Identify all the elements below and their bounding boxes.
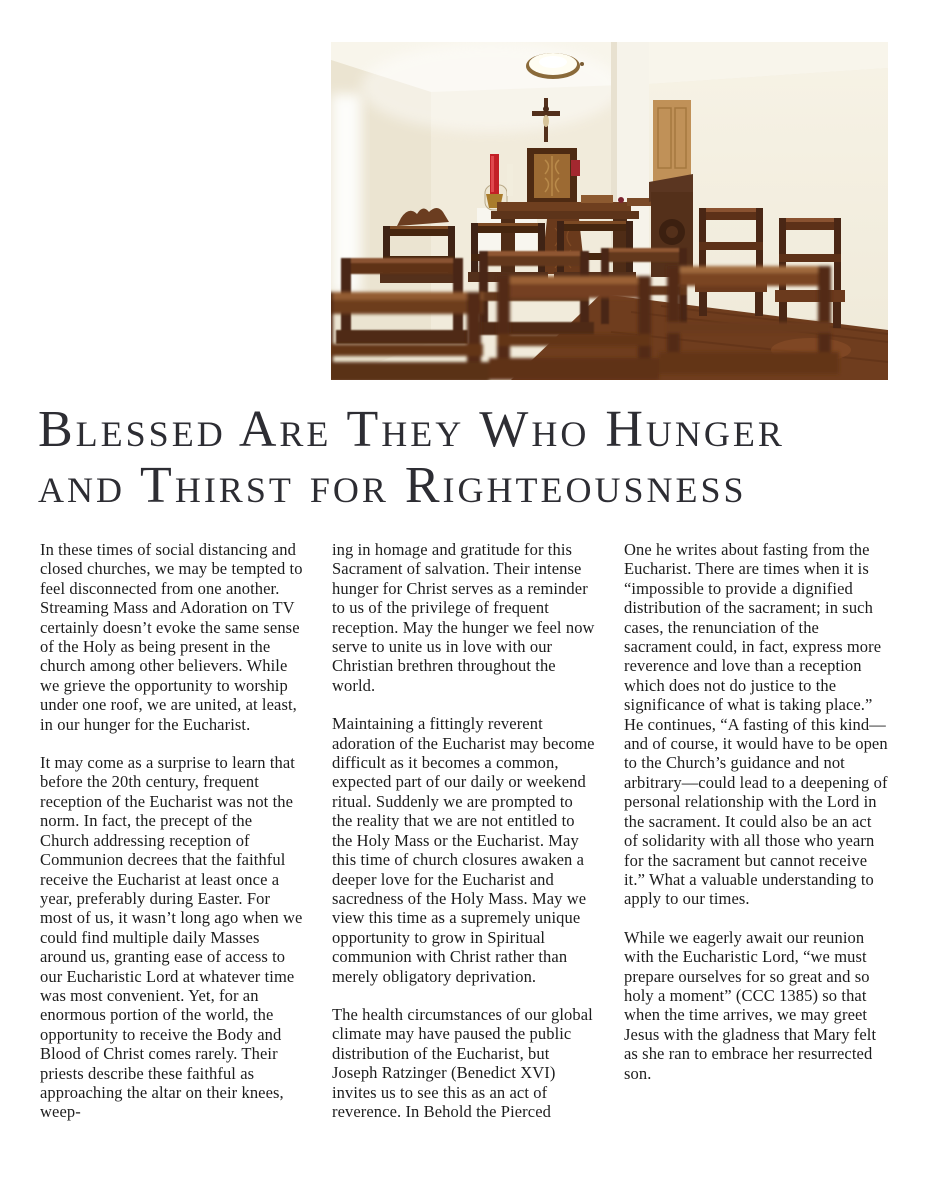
article-title-line2: and Thirst for Righteousness bbox=[38, 456, 747, 514]
article-title bbox=[38, 402, 898, 513]
paragraph: It may come as a surprise to learn that before the 20th century, frequent reception of the Eucharist was not the norm. In fact, the precept of the Church addressing reception of Communion decrees that the faithful receive the Eucharist at least once a year, preferably during Easter. For most of us, it wasn’t long ago when we could find multiple daily Masses around us, granting ease of access to our Eucharistic Lord at whatever time was most convenient. Yet, for an enormous portion of the world, the opportunity to receive the Body and Blood of Christ comes rarely. Their priests describe these faithful as approaching the altar on their knees, weep- bbox=[40, 753, 303, 1122]
paragraph: Maintaining a fittingly reverent adoration of the Eucharist may become difficult as it becomes a common, expected part of our daily or weekend ritual. Suddenly we are prompted to the reality that we are not entitled to the Holy Mass or the Eucharist. May this time of church closures awaken a deeper love for the Eucharist and sacredness of the Holy Mass. May we view this time as a supremely unique opportunity to grow in Spiritual communion with Christ rather than merely obligatory deprivation. bbox=[332, 714, 595, 986]
article-column-1 bbox=[40, 540, 305, 1141]
article-column-3 bbox=[624, 540, 889, 1141]
paragraph: While we eagerly await our reunion with the Eucharistic Lord, “we must prepare ourselves for so great and so holy a moment” (CCC 1385) so that when the time arrives, we may greet Jesus with the gladness that Mary felt as she ran to embrace her resurrected son. bbox=[624, 927, 877, 1083]
article-column-2 bbox=[332, 540, 597, 1141]
paragraph: ing in homage and gratitude for this Sacrament of salvation. Their intense hunger for Christ serves as a reminder to us of the privilege of frequent reception. May the hunger we feel now serve to unite us in love with our Christian brethren throughout the world. bbox=[332, 540, 595, 695]
article-body bbox=[40, 540, 887, 1141]
paragraph: One he writes about fasting from the Eucharist. There are times when it is “impossible to provide a dignified distribution of the sacrament; in such cases, the renunciation of the sacrament could, in fact, express more reverence and love than a reception which does not do justice to the significance of what is taking place.” He continues, “A fasting of this kind—and of course, it would have to be open to the Church’s guidance and not arbitrary—could lead to a deepening of personal relationship with the Lord in the sacrament. It could also be an act of solidarity with all those who yearn for the sacrament but cannot receive it.” What a valuable understanding to apply to our times. bbox=[624, 540, 888, 909]
chapel-photo-art bbox=[331, 42, 888, 380]
photo-glow bbox=[361, 42, 621, 132]
paragraph: In these times of social distancing and closed churches, we may be tempted to feel disconnected from one another. Streaming Mass and Adoration on TV certainly doesn’t evoke the same sense of the Holy as being present in the church among other believers. While we grieve the opportunity to worship under one roof, we are united, at least, in our hunger for the Eucharist. bbox=[40, 540, 303, 734]
article-title-line1: Blessed Are They Who Hunger bbox=[38, 401, 785, 458]
paragraph: The health circumstances of our global climate may have paused the public distribution of the Eucharist, but Joseph Ratzinger (Benedict XVI) invites us to see this as an act of reverence. In Behold the Pierced bbox=[332, 1004, 593, 1121]
chapel-photo bbox=[331, 42, 888, 380]
